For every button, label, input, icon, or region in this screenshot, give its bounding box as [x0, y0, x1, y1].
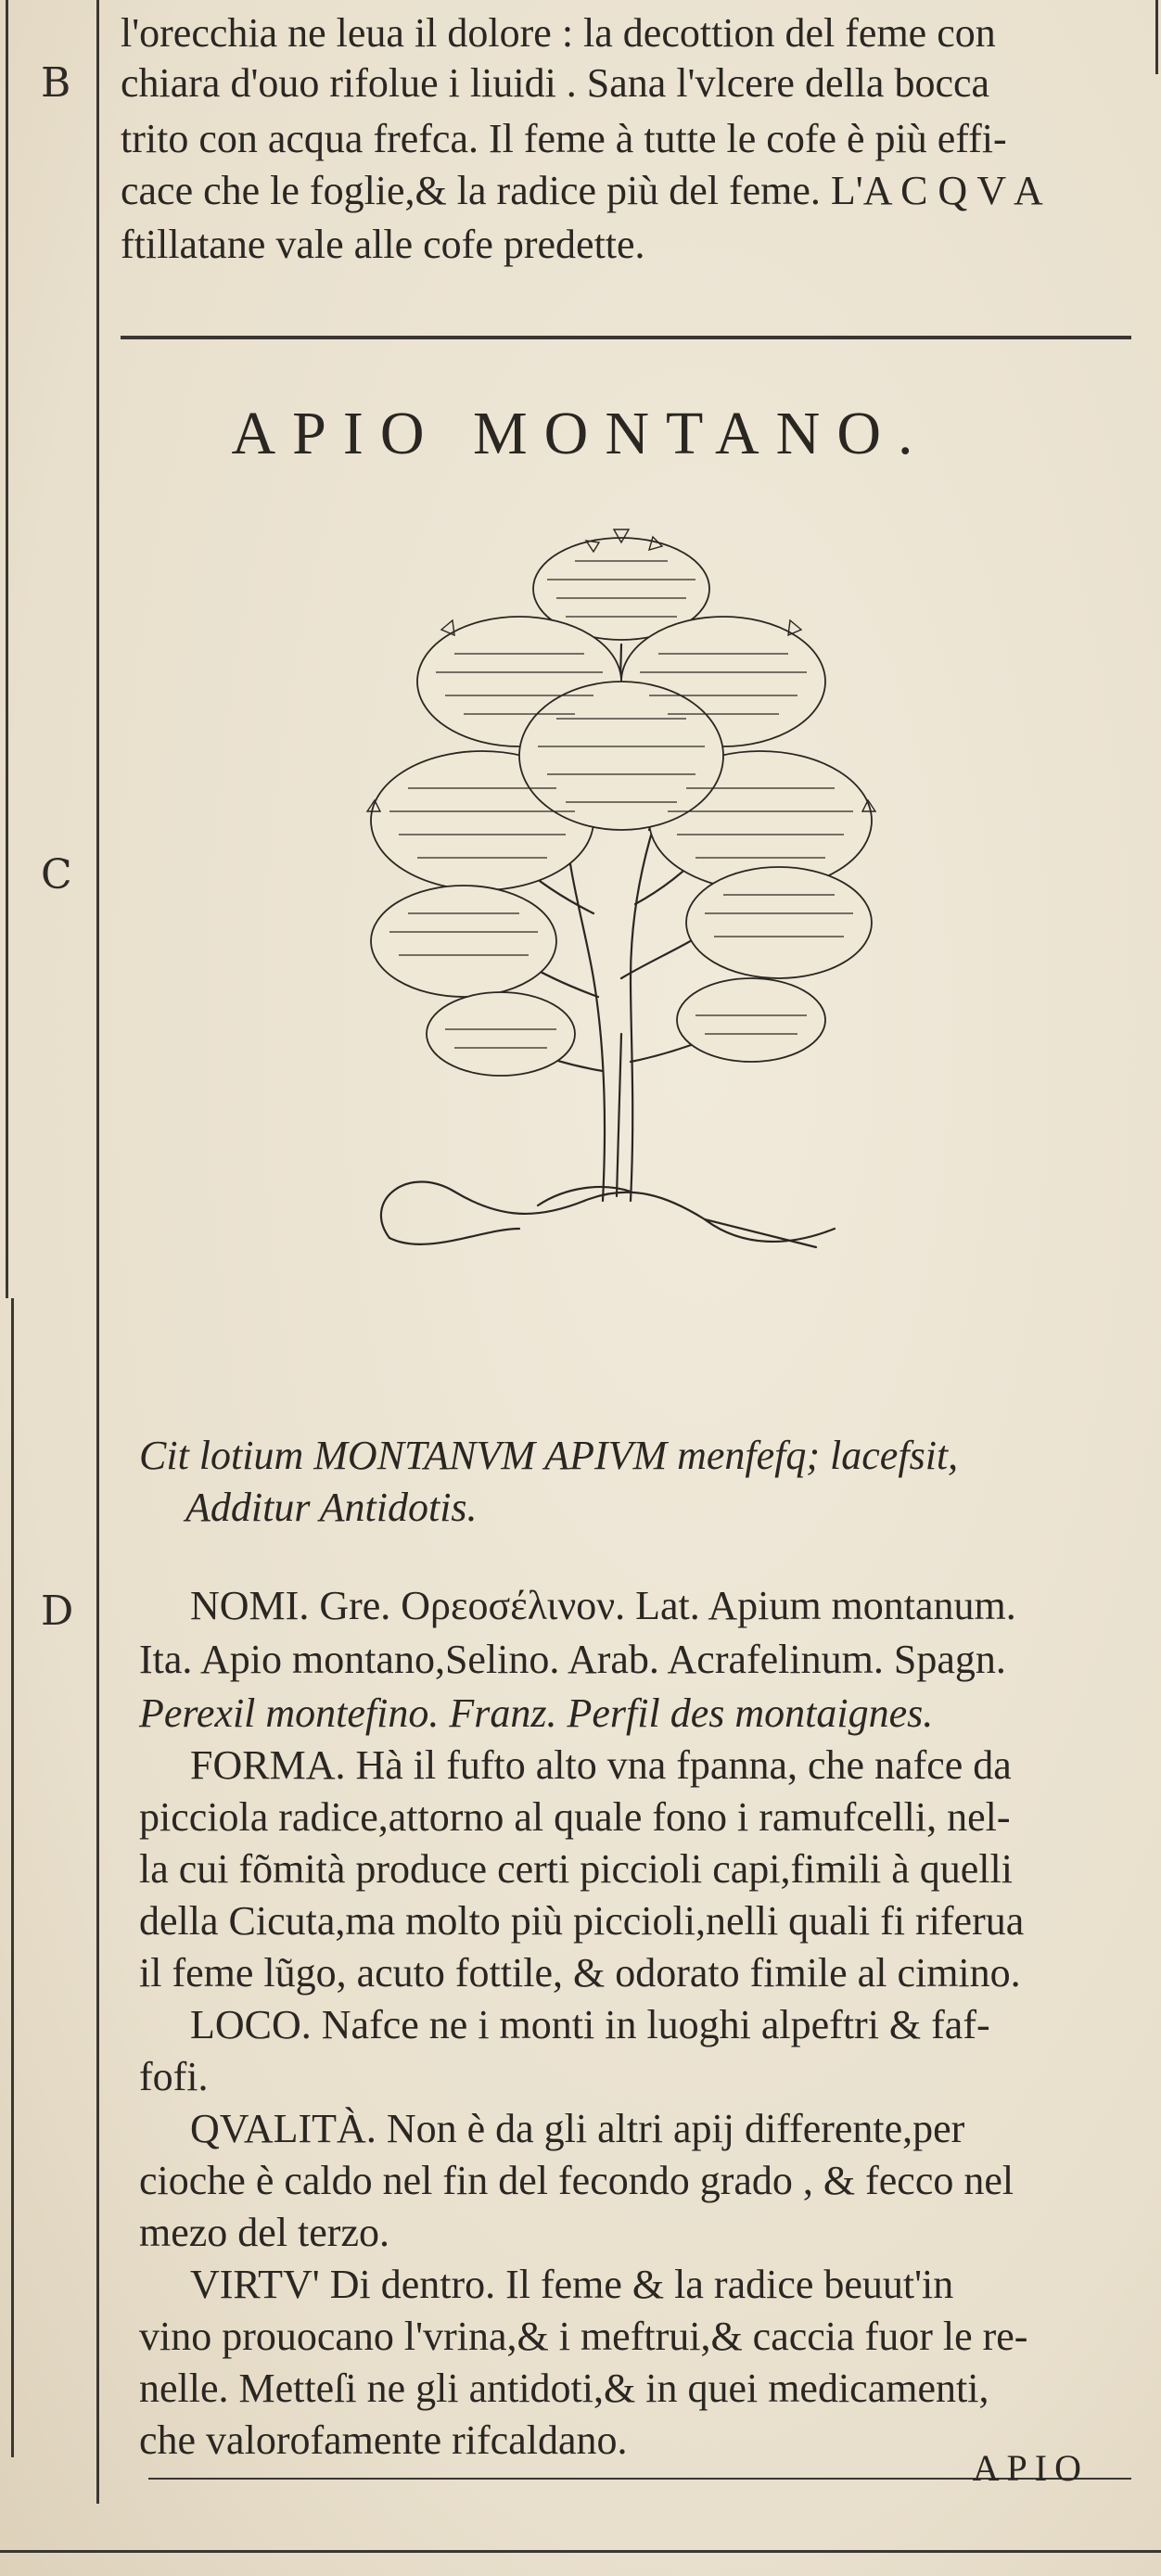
body-line-10: fofi.: [139, 2054, 209, 2099]
verse-line-1: Cit lotium MONTANVM APIVM menfefq; lacefsit,: [139, 1433, 959, 1478]
top-line-1: l'orecchia ne leua il dolore : la decottion del feme con: [121, 10, 996, 56]
top-line-2: chiara d'ouo rifolue i liuidi . Sana l'vlcere della bocca: [121, 60, 990, 106]
body-line-12: cioche è caldo nel fin del fecondo grado , & fecco nel: [139, 2158, 1014, 2203]
catchword: APIO: [972, 2447, 1089, 2489]
body-line-1: NOMI. Gre. Ορεοσέλινον. Lat. Apium montanum.: [190, 1583, 1016, 1628]
body-line-15: vino prouocano l'vrina,& i meftrui,& caccia fuor le re-: [139, 2314, 1028, 2359]
margin-rule-left-outer-lower: [11, 1298, 14, 2457]
body-line-2: Ita. Apio montano,Selino. Arab. Acrafelinum. Spagn.: [139, 1637, 1006, 1682]
body-line-4: FORMA. Hà il fufto alto vna fpanna, che nafce da: [190, 1742, 1012, 1788]
margin-rule-right: [1155, 0, 1158, 74]
page-bottom-rule: [0, 2550, 1161, 2553]
verse-line-2: Additur Antidotis.: [185, 1485, 478, 1530]
body-line-14: VIRTV' Di dentro. Il feme & la radice beuut'in: [190, 2262, 954, 2307]
margin-rule-left-inner: [96, 0, 99, 2504]
body-line-7: della Cicuta,ma molto più piccioli,nelli quali fi riferua: [139, 1898, 1025, 1944]
body-line-17: che valorofamente rifcaldano.: [139, 2417, 628, 2463]
margin-rule-left-outer: [6, 0, 8, 1298]
section-divider: [121, 336, 1131, 339]
top-line-5: ftillatane vale alle cofe predette.: [121, 222, 645, 267]
body-line-6: la cui fõmità produce certi piccioli capi,fimili à quelli: [139, 1846, 1013, 1892]
body-line-16: nelle. Metteſi ne gli antidoti,& in quei medicamenti,: [139, 2366, 989, 2411]
body-line-5: picciola radice,attorno al quale fono i ramufcelli, nel-: [139, 1794, 1011, 1840]
page-title: APIO MONTANO.: [231, 400, 930, 467]
margin-letter-c: C: [41, 851, 72, 899]
body-line-13: mezo del terzo.: [139, 2210, 389, 2255]
body-line-3: Perexil montefino. Franz. Perfil des montaignes.: [139, 1690, 934, 1736]
body-line-9: LOCO. Nafce ne i monti in luoghi alpeftri & faf-: [190, 2002, 990, 2047]
top-line-4: cace che le foglie,& la radice più del feme. L'A C Q V A: [121, 168, 1043, 213]
body-line-8: il feme lũgo, acuto fottile, & odorato fimile al cimino.: [139, 1950, 1021, 1996]
margin-letter-b: B: [41, 59, 71, 107]
apio-montano-woodcut: [352, 515, 946, 1294]
body-line-11: QVALITÀ. Non è da gli altri apij differente,per: [190, 2106, 965, 2151]
top-line-3: trito con acqua frefca. Il feme à tutte le cofe è più effi-: [121, 116, 1007, 161]
margin-letter-d: D: [41, 1588, 74, 1635]
